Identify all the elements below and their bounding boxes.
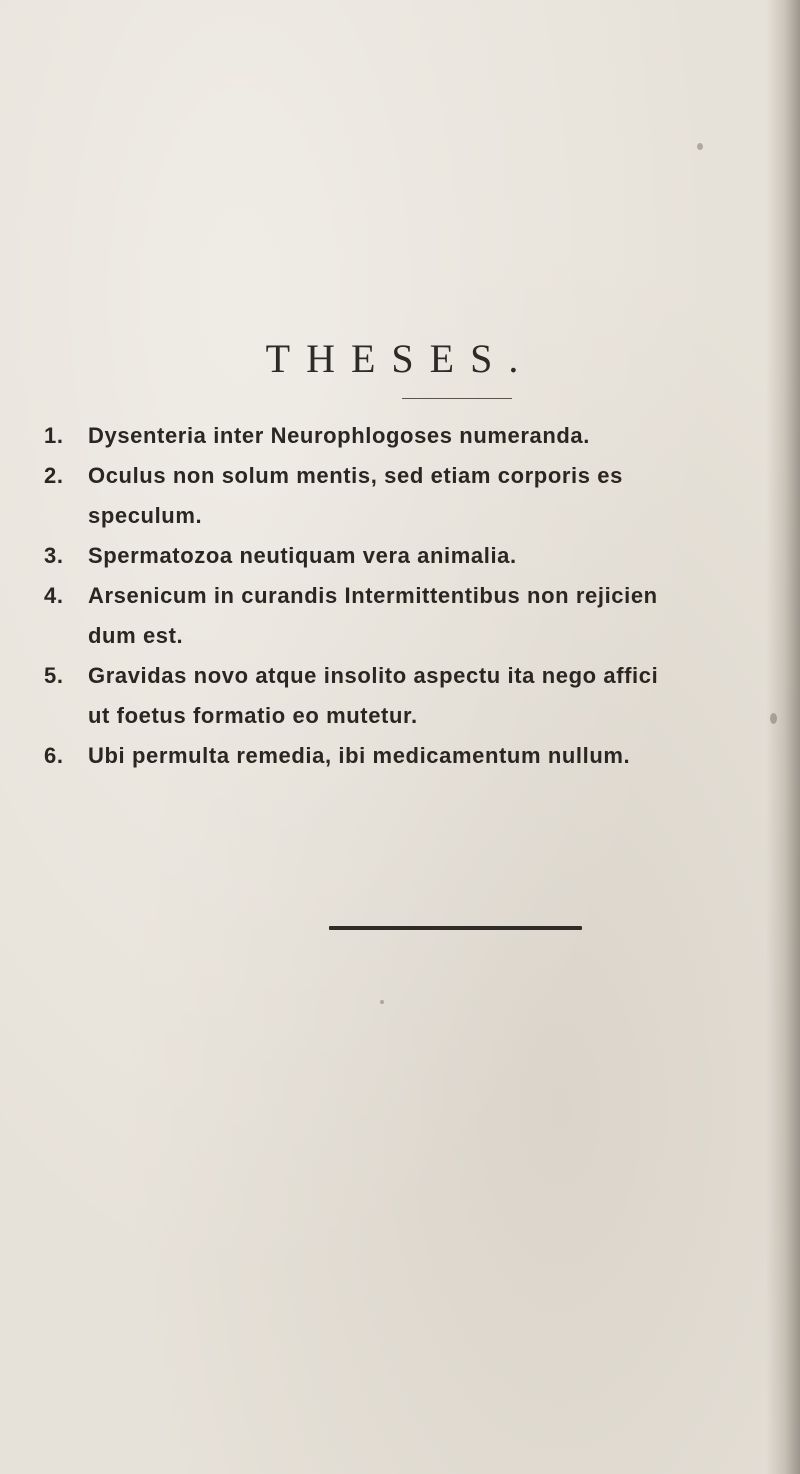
thesis-text-continued: dum est. [88, 623, 184, 648]
thesis-item [44, 416, 794, 456]
thesis-text: Gravidas novo atque insolito aspectu ita nego affici [88, 663, 659, 688]
thesis-number: 1. [44, 423, 64, 448]
thesis-item [44, 456, 794, 536]
thesis-number: 2. [44, 463, 64, 488]
thesis-number: 4. [44, 583, 64, 608]
thesis-number: 5. [44, 663, 64, 688]
thesis-number: 3. [44, 543, 64, 568]
thesis-text: Dysenteria inter Neurophlogoses numeranda. [88, 423, 590, 448]
thesis-text: Ubi permulta remedia, ibi medicamentum nullum. [88, 743, 631, 768]
thesis-text: Spermatozoa neutiquam vera animalia. [88, 543, 517, 568]
thesis-text-continued: ut foetus formatio eo mutetur. [88, 703, 418, 728]
thesis-text: Arsenicum in curandis Intermittentibus non rejicien [88, 583, 658, 608]
thesis-text: Oculus non solum mentis, sed etiam corporis es [88, 463, 623, 488]
thesis-item [44, 736, 794, 776]
thesis-number: 6. [44, 743, 64, 768]
closing-rule [329, 926, 582, 930]
thesis-item [44, 536, 794, 576]
theses-list [44, 416, 794, 776]
thesis-item [44, 656, 794, 736]
page-title: THESES. [265, 336, 535, 381]
thesis-item [44, 576, 794, 656]
title-underline [402, 398, 512, 399]
ink-spot [697, 143, 703, 150]
thesis-text-continued: speculum. [88, 503, 203, 528]
ink-spot [380, 1000, 384, 1004]
